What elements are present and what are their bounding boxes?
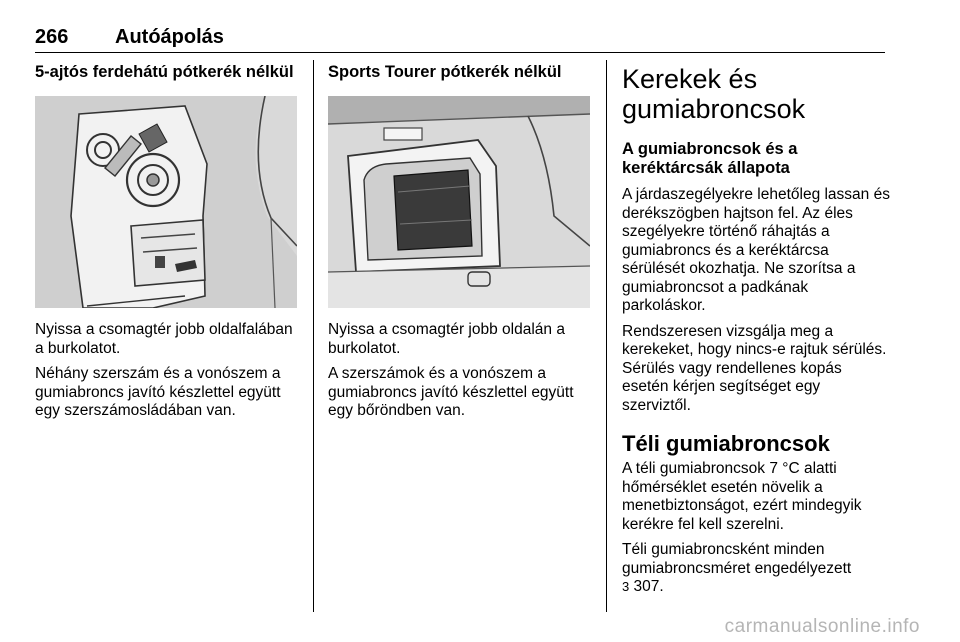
subsection-title: A gumiabroncsok és a keréktárcsák állapota bbox=[622, 140, 798, 177]
paragraph: A szerszámok és a vonószem a gumiabroncs javító készlettel együtt egy bőröndben van. bbox=[328, 365, 574, 419]
trunk-side-panel-illustration bbox=[35, 96, 297, 308]
crossref-link[interactable]: 307. bbox=[633, 578, 664, 595]
column-divider bbox=[606, 60, 607, 612]
paragraph: Rendszeresen vizsgálja meg a kerekeket, hogy nincs-e rajtuk sérülés. Sérülés vagy rendellenes kopás esetén kérjen segítséget egy szerviztől. bbox=[622, 322, 887, 414]
right-column bbox=[622, 62, 890, 604]
watermark: carmanualsonline.info bbox=[724, 616, 920, 637]
section-title: Téli gumiabroncsok bbox=[622, 431, 830, 456]
left-column bbox=[35, 62, 301, 428]
trunk-tool-case-illustration bbox=[328, 96, 590, 308]
chapter-section-title: Kerekek és gumiabroncsok bbox=[622, 64, 806, 124]
page-header bbox=[35, 26, 885, 53]
paragraph: A téli gumiabroncsok 7 °C alatti hőmérséklet esetén növelik a menetbiztonságot, ezért mindegyik kerékre fel kell szerelni. bbox=[622, 460, 862, 533]
paragraph-text: Téli gumiabroncsként minden gumiabroncsméret engedélyezett bbox=[622, 541, 852, 577]
paragraph: Néhány szerszám és a vonószem a gumiabroncs javító készlettel együtt egy szerszámosládában van. bbox=[35, 365, 281, 419]
column-divider bbox=[313, 60, 314, 612]
paragraph bbox=[622, 541, 890, 597]
paragraph: Nyissa a csomagtér jobb oldalán a burkolatot. bbox=[328, 321, 565, 357]
left-column-heading: 5-ajtós ferdehátú pótkerék nélkül bbox=[35, 63, 294, 81]
page-number: 266 bbox=[35, 26, 69, 48]
middle-column bbox=[328, 62, 596, 428]
crossref-icon: 3 bbox=[622, 579, 630, 594]
middle-column-heading: Sports Tourer pótkerék nélkül bbox=[328, 63, 562, 81]
chapter-title: Autóápolás bbox=[115, 26, 224, 48]
paragraph: A járdaszegélyekre lehetőleg lassan és derékszögben hajtson fel. Az éles szegélyekre történő ráhajtás a gumiabroncs és a keréktárcsa sérülését okozhatja. Ne szorítsa a gumiabroncsot a padkának parkoláskor. bbox=[622, 186, 890, 314]
paragraph: Nyissa a csomagtér jobb oldalfalában a burkolatot. bbox=[35, 321, 293, 357]
